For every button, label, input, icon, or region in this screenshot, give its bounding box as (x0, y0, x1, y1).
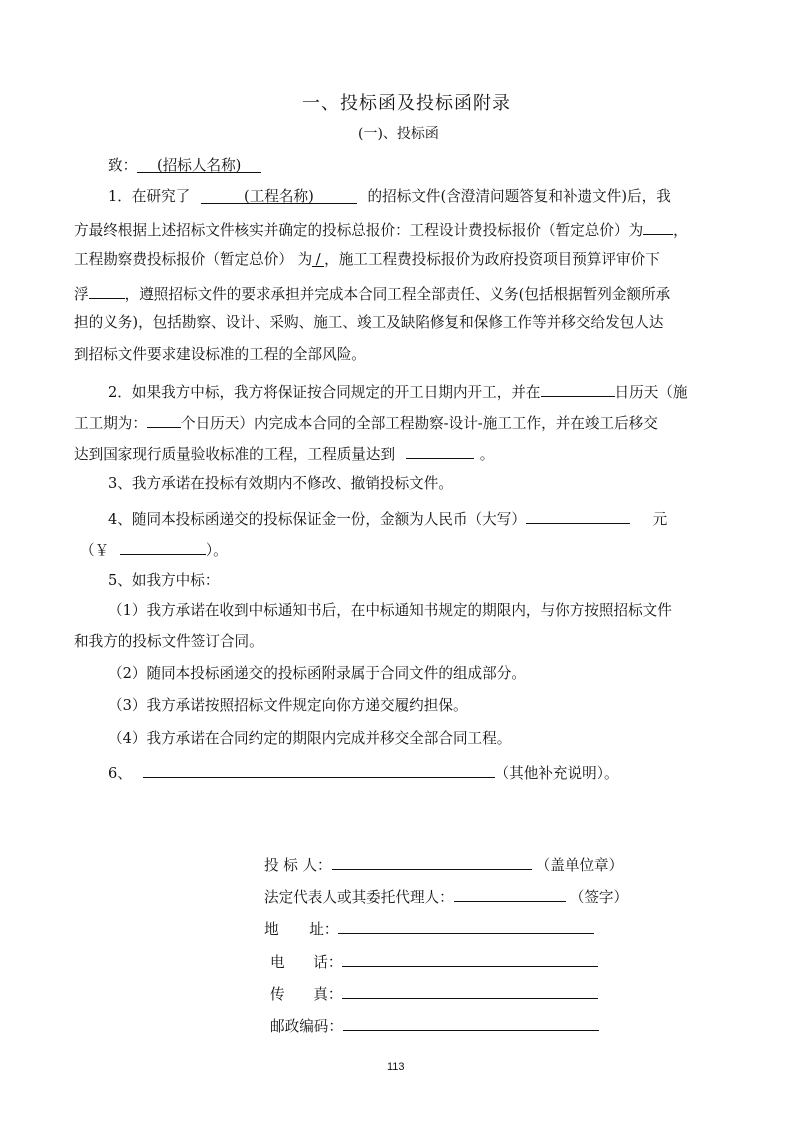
paragraph-6 (108, 761, 619, 784)
address-row (264, 917, 594, 940)
bidder-label: 投 标 人： (264, 857, 332, 874)
p1-line3-b: 为 (297, 251, 313, 268)
paragraph-1-line-5: 担的义务)，包括勘察、设计、采购、施工、竣工及缺陷修复和保修工作等并移交给发包人达 (74, 314, 664, 331)
recipient-placeholder: (招标人名称) (157, 157, 242, 174)
postcode-field[interactable] (343, 1014, 599, 1031)
paragraph-1-line-4 (74, 282, 670, 305)
p6-tail: （其他补充说明）。 (494, 765, 619, 782)
paragraph-1-line-1 (108, 187, 671, 207)
start-days-field[interactable] (541, 380, 615, 397)
survey-fee-value: / (315, 251, 321, 268)
paragraph-5-item-1a: （1）我方承诺在收到中标通知书后，在中标通知书规定的期限内，与你方按照招标文件 (108, 602, 672, 619)
address-label-b: 址： (309, 921, 339, 938)
paragraph-1-line-3 (74, 250, 660, 270)
p2-line2-a: 工工期为： (74, 415, 147, 432)
paragraph-1-line-2 (74, 218, 688, 241)
p4-line1-a: 4、随同本投标函递交的投标保证金一份，金额为人民币（大写） (108, 511, 526, 528)
p2-line1-a: 2．如果我方中标，我方将保证按合同规定的开工日期内开工，并在 (108, 384, 541, 401)
p2-line3-a: 达到国家现行质量验收标准的工程，工程质量达到 (74, 446, 396, 463)
p4-line2-a: （￥ (80, 542, 110, 559)
p1-text-b: 的招标文件(含澄清问题答复和补遗文件)后，我 (367, 188, 671, 205)
bond-amount-words-field[interactable] (526, 507, 630, 524)
fax-field[interactable] (342, 982, 598, 999)
p1-line3-a: 工程勘察费投标报价（暂定总价） (74, 251, 293, 268)
representative-row (264, 885, 628, 908)
paragraph-4-line-1 (108, 507, 667, 530)
page-title: 一、投标函及投标函附录 (302, 93, 511, 114)
phone-field[interactable] (342, 950, 598, 967)
fax-label-a: 传 (270, 986, 285, 1003)
paragraph-5-item-2: （2）随同本投标函递交的投标函附录属于合同文件的组成部分。 (108, 665, 526, 682)
p1-line4-a: 浮 (74, 286, 89, 303)
p4-line2-b: ）。 (205, 542, 228, 559)
salutation (108, 156, 261, 176)
design-fee-field[interactable] (643, 218, 673, 235)
paragraph-2-line-1 (108, 380, 688, 403)
paragraph-3: 3、我方承诺在投标有效期内不修改、撤销投标文件。 (108, 475, 453, 492)
bidder-field[interactable] (332, 853, 532, 870)
p2-line3-b: 。 (479, 446, 495, 463)
construction-discount-field[interactable] (89, 282, 125, 299)
p1-line3-c: ，施工工程费投标报价为政府投资项目预算评审价下 (324, 251, 660, 268)
salutation-label: 致： (108, 157, 138, 174)
paragraph-5-item-1b: 和我方的投标文件签订合同。 (74, 633, 264, 650)
postcode-label: 邮政编码： (270, 1018, 343, 1035)
page-number: 113 (387, 1061, 405, 1073)
bidder-row (264, 853, 623, 876)
p1-line2-end: ， (673, 222, 688, 239)
representative-field[interactable] (454, 885, 566, 902)
p1-line4-b: ，遵照招标文件的要求承担并完成本合同工程全部责任、义务(包括根据暂列金额所承 (124, 286, 671, 303)
p4-line1-b: 元 (652, 511, 668, 528)
bond-amount-figure-field[interactable] (120, 538, 206, 555)
p1-line2-text: 方最终根据上述招标文件核实并确定的投标总报价：工程设计费投标报价（暂定总价）为 (74, 222, 644, 239)
representative-label: 法定代表人或其委托代理人： (264, 889, 454, 906)
paragraph-4-line-2 (80, 538, 228, 561)
supplement-field[interactable] (143, 761, 495, 778)
paragraph-1-line-6: 到招标文件要求建设标准的工程的全部风险。 (74, 346, 366, 363)
paragraph-5-item-4: （4）我方承诺在合同约定的期限内完成并移交全部合同工程。 (108, 730, 512, 747)
representative-note: （签字） (569, 889, 629, 906)
phone-label-b: 话： (313, 954, 343, 971)
fax-label-b: 真： (313, 986, 343, 1003)
address-field[interactable] (338, 917, 594, 934)
paragraph-2-line-2 (74, 411, 658, 434)
p2-line1-b: 日历天（施 (614, 384, 688, 401)
phone-label-a: 电 (270, 954, 285, 971)
survey-fee-field[interactable] (312, 250, 324, 267)
postcode-row (270, 1014, 599, 1037)
p1-text-a: 1．在研究了 (108, 188, 191, 205)
paragraph-5-item-3: （3）我方承诺按照招标文件规定向你方递交履约担保。 (108, 697, 468, 714)
recipient-name-field[interactable] (137, 156, 261, 173)
phone-row (270, 950, 598, 973)
p6-number: 6、 (108, 765, 132, 782)
bidder-note: （盖单位章） (535, 857, 624, 874)
fax-row (270, 982, 598, 1005)
project-name-field[interactable] (201, 187, 357, 204)
duration-days-field[interactable] (147, 411, 181, 428)
section-subtitle: (一)、投标函 (358, 126, 439, 142)
project-placeholder: (工程名称) (244, 188, 314, 205)
p2-line2-b: 个日历天）内完成本合同的全部工程勘察-设计-施工工作，并在竣工后移交 (180, 415, 658, 432)
paragraph-2-line-3 (74, 442, 494, 465)
paragraph-5-head: 5、如我方中标： (108, 572, 220, 589)
address-label-a: 地 (264, 921, 279, 938)
quality-level-field[interactable] (406, 442, 474, 459)
